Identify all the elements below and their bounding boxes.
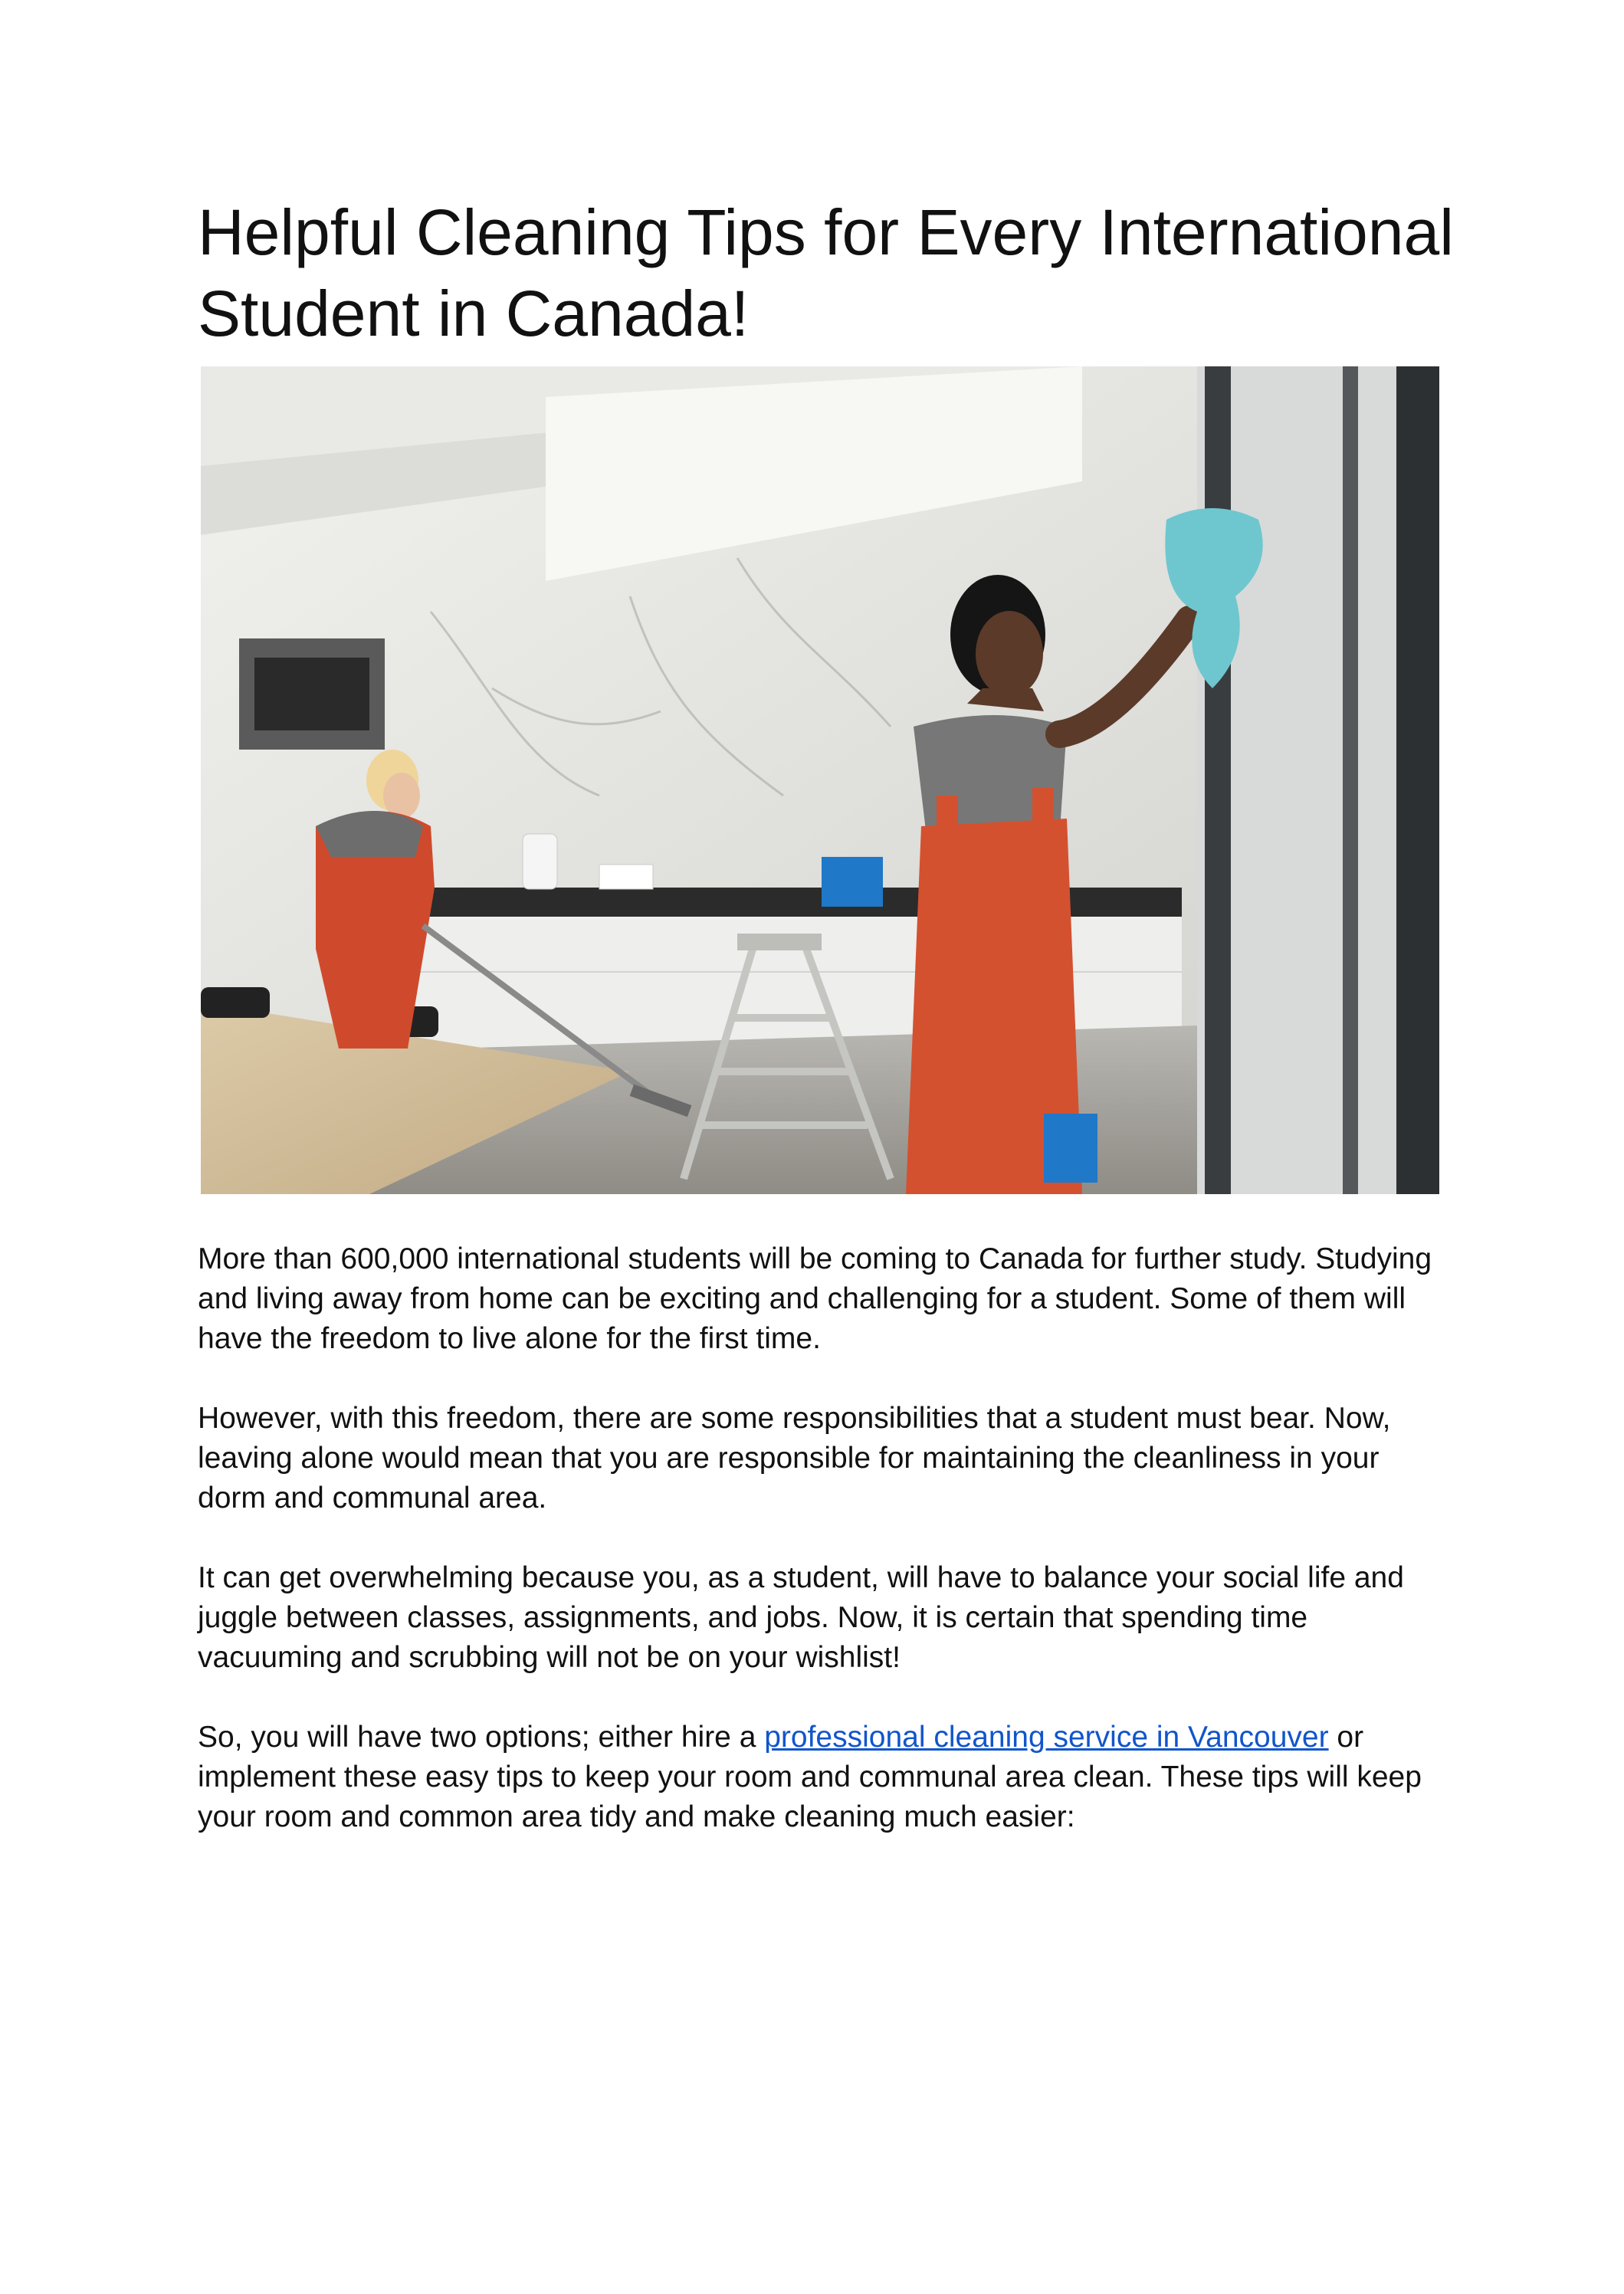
paragraph-options — [198, 1718, 1455, 1837]
paragraph-intro: More than 600,000 international students will be coming to Canada for further study. Studying and living away from home can be exciting and challenging for a student. Some of them will have the freedom to live alone for the first time. — [198, 1242, 1432, 1355]
paragraph-options-text-before: So, you will have two options; either hire a — [198, 1721, 765, 1754]
cleaning-service-link[interactable]: professional cleaning service in Vancouver — [764, 1721, 1329, 1754]
paragraph-responsibilities: However, with this freedom, there are some responsibilities that a student must bear. Now, leaving alone would mean that you are responsible for maintaining the cleanliness in your dorm and communal area. — [198, 1402, 1391, 1515]
article-body — [198, 1239, 1455, 1877]
paragraph-options-text-after: or implement these easy tips to keep your room and communal area clean. These tips will keep your room and common area tidy and make cleaning much easier: — [198, 1721, 1422, 1833]
paragraph-overwhelming: It can get overwhelming because you, as a student, will have to balance your social life and juggle between classes, assignments, and jobs. Now, it is certain that spending time vacuuming and scrubbing will not be on your wishlist! — [198, 1561, 1404, 1674]
cleaning-photo — [201, 366, 1439, 1194]
document-title: Helpful Cleaning Tips for Every International Student in Canada! — [198, 196, 1454, 350]
